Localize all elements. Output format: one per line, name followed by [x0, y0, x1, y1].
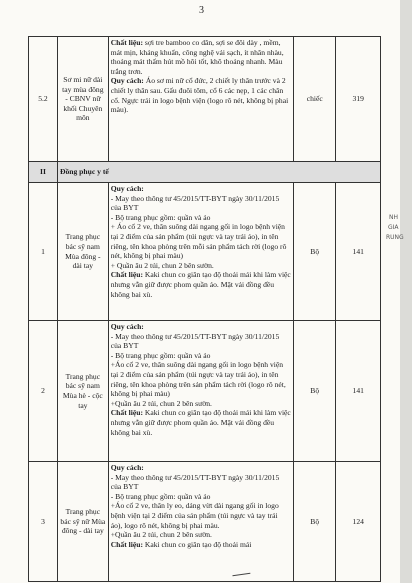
- description-line: [111, 76, 291, 114]
- row-number: 3: [29, 462, 58, 582]
- description-label: Quy cách:: [110, 76, 146, 86]
- description-text: Áo sơ mi nữ cổ đức, 2 chiết ly thân trước và 2 chiết ly thân sau. Gấu đuôi tôm, cổ 6 các nẹp, 1 các chân cổ. Ngực trái in logo bệnh viện (logo rõ nét, không bị phai màu).: [110, 76, 289, 115]
- description-text: - Bộ trang phục gồm: quần và áo: [110, 491, 211, 501]
- description-text: Kaki chun co giãn tạo độ thoải mái: [144, 539, 252, 549]
- description-line: [111, 222, 291, 260]
- description-line: [111, 194, 291, 213]
- description-line: [111, 540, 291, 550]
- page-number: 3: [199, 5, 204, 16]
- item-name: Trang phục bác sỹ nam Mùa đông - dài tay: [57, 183, 108, 321]
- quantity: 124: [336, 462, 381, 582]
- description-text: sợi tre bamboo co dãn, sợi se đôi dày , mềm, mát mịn, kháng khuẩn, công nghệ vải sạch, ít nhăn nhàu, thoáng mát thấm hút mồ hôi tốt, khô thoáng nhanh. Màu trắng trơn.: [110, 38, 284, 76]
- description-text: +Quần âu 2 túi, chun 2 bên sườn.: [110, 530, 212, 540]
- item-description: [108, 183, 293, 321]
- description-line: [111, 360, 291, 398]
- description-text: Kaki chun co giãn tạo độ thoải mái khi làm việc nhưng vẫn giữ được phom quần áo. Mặt vải đồng đều không bai xù.: [110, 408, 291, 437]
- description-line: [111, 351, 291, 361]
- description-label: Chất liệu:: [110, 270, 145, 280]
- description-label: Quy cách:: [110, 184, 144, 193]
- description-text: +Áo cổ 2 ve, thân ly eo, dáng vừt dài ngang gối in logo bệnh viện tại 2 điểm của sản phẩm (túi ngực và tay trái áo), logo rõ nét, không bị phai màu.: [110, 501, 279, 530]
- item-name: Trang phục bác sỹ nữ Mùa đông - dài tay: [57, 462, 108, 582]
- section-title: Đồng phục y tế: [57, 162, 380, 183]
- description-text: + Quần âu 2 túi, chun 2 bên sườn.: [110, 260, 214, 270]
- description-label: Quy cách:: [110, 463, 144, 472]
- description-label: Chất liệu:: [110, 539, 145, 549]
- quantity: 319: [336, 37, 381, 162]
- row-number: 1: [29, 183, 58, 321]
- description-line: [111, 270, 291, 299]
- description-text: Kaki chun co giãn tạo độ thoải mái khi làm việc nhưng vẫn giữ được phom quần áo. Mặt vải đồng đều không bai xù.: [110, 270, 291, 299]
- unit: chiếc: [294, 37, 336, 162]
- quantity: 141: [336, 183, 381, 321]
- item-name: Sơ mi nữ dài tay mùa đông - CBNV nữ khối Chuyên môn: [57, 37, 108, 162]
- description-text: - May theo thông tư 45/2015/TT-BYT ngày 30/11/2015 của BYT: [110, 193, 280, 213]
- description-line: [111, 38, 291, 76]
- row-number: 2: [29, 321, 58, 462]
- description-text: - May theo thông tư 45/2015/TT-BYT ngày 30/11/2015 của BYT: [110, 331, 280, 351]
- row-number: 5.2: [29, 37, 58, 162]
- description-label: Chất liệu:: [110, 408, 145, 418]
- item-description: [108, 321, 293, 462]
- stamp-fragment: GIA: [388, 224, 399, 231]
- description-line: [111, 473, 291, 492]
- stamp-fragment: NH: [389, 214, 398, 221]
- description-line: [111, 463, 291, 473]
- item-name: Trang phục bác sỹ nam Mùa hè - cộc tay: [57, 321, 108, 462]
- quantity: 141: [336, 321, 381, 462]
- unit: Bộ: [294, 462, 336, 582]
- description-line: [111, 408, 291, 437]
- stamp-fragment: RUNG: [386, 234, 404, 241]
- description-line: [111, 399, 291, 409]
- description-text: - Bộ trang phục gồm: quần và áo: [110, 212, 211, 222]
- table-row: [29, 183, 381, 321]
- description-text: + Áo cổ 2 ve, thân suông dài ngang gối in logo bệnh viện tại 2 điểm của sản phẩm (túi ngực và tay trái áo), in tên riêng, tên khoa phòng trên mỗi sản phẩm tách rời (logo rõ nét, không bị phai màu): [110, 222, 287, 261]
- description-text: +Quần âu 2 túi, chun 2 bên sườn.: [110, 398, 212, 408]
- description-line: [111, 332, 291, 351]
- description-line: [111, 530, 291, 540]
- description-line: [111, 492, 291, 502]
- description-text: +Áo cổ 2 ve, thân suông dài ngang gối in logo bệnh viện tại 2 điểm của sản phẩm (túi ngực và tay trái áo), in tên riêng, tên khoa phòng trên sản phẩm tách rời (logo rõ nét, không bị phai màu): [110, 360, 286, 399]
- specification-table: [28, 36, 381, 582]
- description-line: [111, 322, 291, 332]
- section-number: II: [29, 162, 58, 183]
- item-description: [108, 37, 293, 162]
- section-header-row: [29, 162, 381, 183]
- table-row: [29, 37, 381, 162]
- description-line: [111, 501, 291, 530]
- description-line: [111, 184, 291, 194]
- description-text: - Bộ trang phục gồm: quần và áo: [110, 350, 211, 360]
- description-line: [111, 213, 291, 223]
- description-label: Quy cách:: [110, 322, 144, 331]
- description-label: Chất liệu:: [110, 38, 145, 47]
- page-edge-strip: [400, 0, 412, 583]
- unit: Bộ: [294, 321, 336, 462]
- item-description: [108, 462, 293, 582]
- description-line: [111, 261, 291, 271]
- unit: Bộ: [294, 183, 336, 321]
- table-row: [29, 462, 381, 582]
- description-text: - May theo thông tư 45/2015/TT-BYT ngày 30/11/2015 của BYT: [110, 472, 280, 492]
- table-row: [29, 321, 381, 462]
